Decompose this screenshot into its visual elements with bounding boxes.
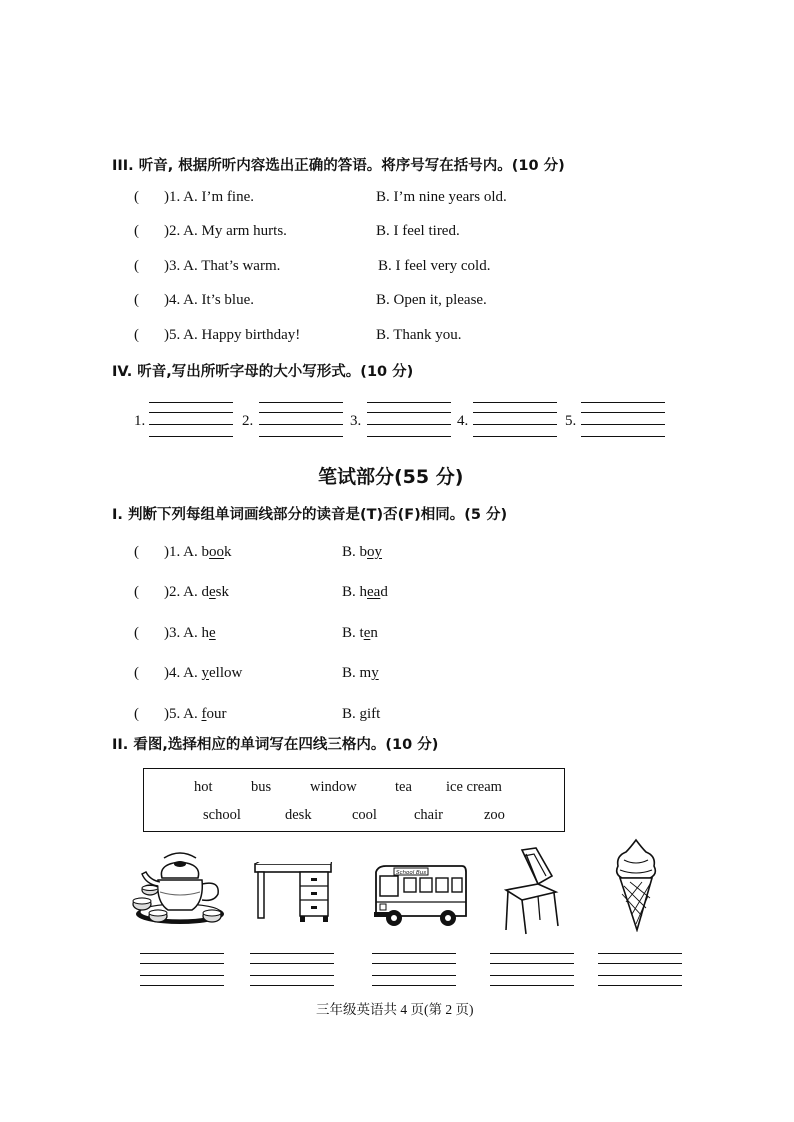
desk-icon <box>254 862 334 924</box>
question-option-a: )3. A. That’s warm. <box>164 258 281 274</box>
section-1-heading: I. 判断下列每组单词画线部分的读音是(T)否(F)相同。(5 分) <box>112 507 508 523</box>
bus-sign-text: School Bus <box>396 870 427 876</box>
phonics-option-a: )4. A. yellow <box>164 665 243 681</box>
four-line-grid[interactable] <box>473 402 557 436</box>
question-option-b: B. I’m nine years old. <box>376 189 507 205</box>
phonics-option-b: B. head <box>342 584 388 600</box>
answer-paren[interactable]: ( <box>134 665 139 681</box>
four-line-grid[interactable] <box>250 953 334 987</box>
word-bank-item: bus <box>251 779 272 795</box>
chair-icon <box>500 846 564 936</box>
word-bank-item: hot <box>194 779 213 795</box>
four-line-grid[interactable] <box>140 953 224 987</box>
word-bank-item: chair <box>414 807 443 823</box>
word-bank-item: school <box>203 807 241 823</box>
question-option-b: B. Open it, please. <box>376 292 487 308</box>
four-line-grid[interactable] <box>581 402 665 436</box>
item-number: 2. <box>242 413 254 429</box>
answer-paren[interactable]: ( <box>134 292 139 308</box>
phonics-option-a: )5. A. four <box>164 706 227 722</box>
item-number: 3. <box>350 413 362 429</box>
teapot-icon <box>128 850 228 930</box>
question-option-a: )1. A. I’m fine. <box>164 189 254 205</box>
four-line-grid[interactable] <box>149 402 233 436</box>
question-option-b: B. Thank you. <box>376 327 462 343</box>
page-footer: 三年级英语共 4 页(第 2 页) <box>316 1002 474 1017</box>
four-line-grid[interactable] <box>598 953 682 987</box>
answer-paren[interactable]: ( <box>134 189 139 205</box>
word-bank-item: tea <box>395 779 412 795</box>
phonics-option-b: B. my <box>342 665 379 681</box>
four-line-grid[interactable] <box>259 402 343 436</box>
four-line-grid[interactable] <box>372 953 456 987</box>
word-bank-item: desk <box>285 807 312 823</box>
phonics-option-b: B. ten <box>342 625 378 641</box>
answer-paren[interactable]: ( <box>134 258 139 274</box>
phonics-option-b: B. gift <box>342 706 381 722</box>
phonics-option-a: )3. A. he <box>164 625 216 641</box>
question-option-a: )4. A. It’s blue. <box>164 292 254 308</box>
question-option-a: )5. A. Happy birthday! <box>164 327 301 343</box>
phonics-option-a: )1. A. book <box>164 544 232 560</box>
question-option-b: B. I feel very cold. <box>378 258 491 274</box>
answer-paren[interactable]: ( <box>134 544 139 560</box>
written-part-title: 笔试部分(55 分) <box>318 466 464 488</box>
phonics-option-a: )2. A. desk <box>164 584 230 600</box>
ice-cream-icon <box>612 838 660 932</box>
word-bank-item: window <box>310 779 357 795</box>
answer-paren[interactable]: ( <box>134 625 139 641</box>
phonics-option-b: B. boy <box>342 544 383 560</box>
answer-paren[interactable]: ( <box>134 327 139 343</box>
item-number: 5. <box>565 413 577 429</box>
answer-paren[interactable]: ( <box>134 706 139 722</box>
four-line-grid[interactable] <box>490 953 574 987</box>
section-3-heading: III. 听音, 根据所听内容选出正确的答语。将序号写在括号内。(10 分) <box>112 158 565 174</box>
word-bank-item: ice cream <box>446 779 502 795</box>
school-bus-icon <box>372 862 468 930</box>
question-option-b: B. I feel tired. <box>376 223 460 239</box>
word-bank-item: zoo <box>484 807 505 823</box>
answer-paren[interactable]: ( <box>134 223 139 239</box>
word-bank-item: cool <box>352 807 377 823</box>
question-option-a: )2. A. My arm hurts. <box>164 223 287 239</box>
answer-paren[interactable]: ( <box>134 584 139 600</box>
item-number: 1. <box>134 413 146 429</box>
word-bank-box <box>143 768 565 832</box>
item-number: 4. <box>457 413 469 429</box>
section-2-heading: II. 看图,选择相应的单词写在四线三格内。(10 分) <box>112 737 439 753</box>
section-4-heading: IV. 听音,写出所听字母的大小写形式。(10 分) <box>112 364 414 380</box>
four-line-grid[interactable] <box>367 402 451 436</box>
